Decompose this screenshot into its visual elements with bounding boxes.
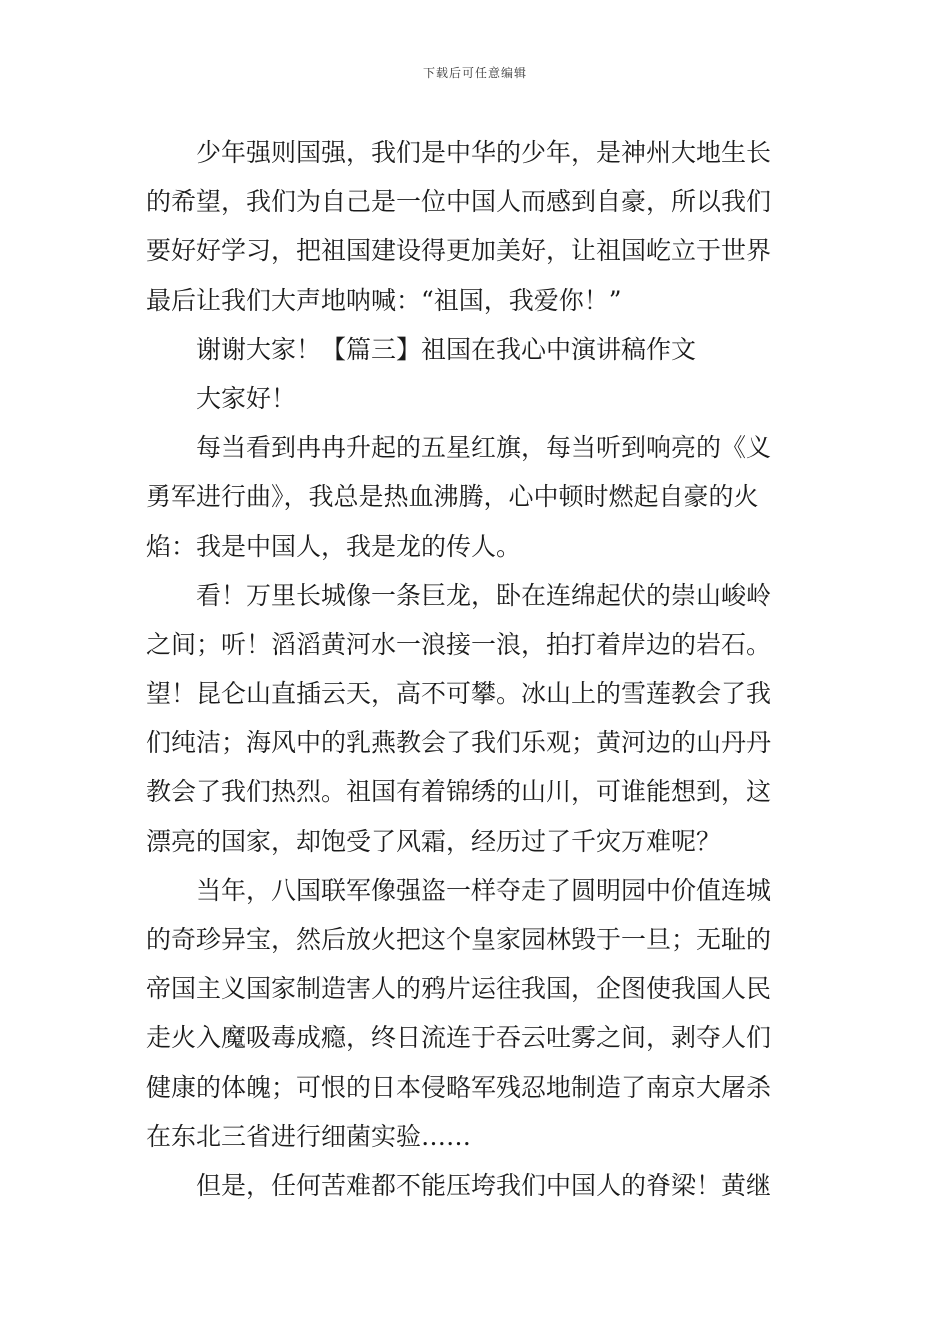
text-line: 看！万里长城像一条巨龙，卧在连绵起伏的崇山峻岭 xyxy=(196,580,772,610)
text-line: 焰：我是中国人，我是龙的传人。 xyxy=(146,531,522,561)
text-line: 少年强则国强，我们是中华的少年，是神州大地生长 xyxy=(196,138,772,167)
text-line: 望！昆仑山直插云天，高不可攀。冰山上的雪莲教会了我 xyxy=(146,679,772,709)
text-line: 最后让我们大声地呐喊：“祖国，我爱你！” xyxy=(146,285,622,315)
text-line: 每当看到冉冉升起的五星红旗，每当听到响亮的《义 xyxy=(196,433,772,463)
text-line: 之间；听！滔滔黄河水一浪接一浪，拍打着岸边的岩石。 xyxy=(146,629,772,659)
text-line: 的希望，我们为自己是一位中国人而感到自豪，所以我们 xyxy=(146,187,772,217)
text-line: 谢谢大家！【篇三】祖国在我心中演讲稿作文 xyxy=(196,334,697,364)
text-line: 勇军进行曲》，我总是热血沸腾，心中顿时燃起自豪的火 xyxy=(146,482,759,512)
text-line: 漂亮的国家，却饱受了风霜，经历过了千灾万难呢？ xyxy=(146,826,722,856)
text-line: 大家好！ xyxy=(196,383,297,413)
header-note: 下载后可任意编辑 xyxy=(422,66,527,80)
text-line: 在东北三省进行细菌实验…… xyxy=(146,1121,472,1151)
text-line: 们纯洁；海风中的乳燕教会了我们乐观；黄河边的山丹丹 xyxy=(146,728,772,758)
text-line: 健康的体魄；可恨的日本侵略军残忍地制造了南京大屠杀 xyxy=(146,1072,772,1102)
body-text xyxy=(146,128,808,1210)
text-line: 教会了我们热烈。祖国有着锦绣的山川，可谁能想到，这 xyxy=(146,777,772,807)
text-line: 的奇珍异宝，然后放火把这个皇家园林毁于一旦；无耻的 xyxy=(146,925,772,954)
text-line: 当年，八国联军像强盗一样夺走了圆明园中价值连城 xyxy=(196,875,772,905)
text-line: 要好好学习，把祖国建设得更加美好，让祖国屹立于世界 xyxy=(146,236,772,266)
text-line: 帝国主义国家制造害人的鸦片运往我国，企图使我国人民 xyxy=(146,974,772,1004)
text-line: 走火入魔吸毒成瘾，终日流连于吞云吐雾之间，剥夺人们 xyxy=(146,1023,772,1053)
text-line: 但是，任何苦难都不能压垮我们中国人的脊梁！黄继 xyxy=(196,1170,772,1200)
